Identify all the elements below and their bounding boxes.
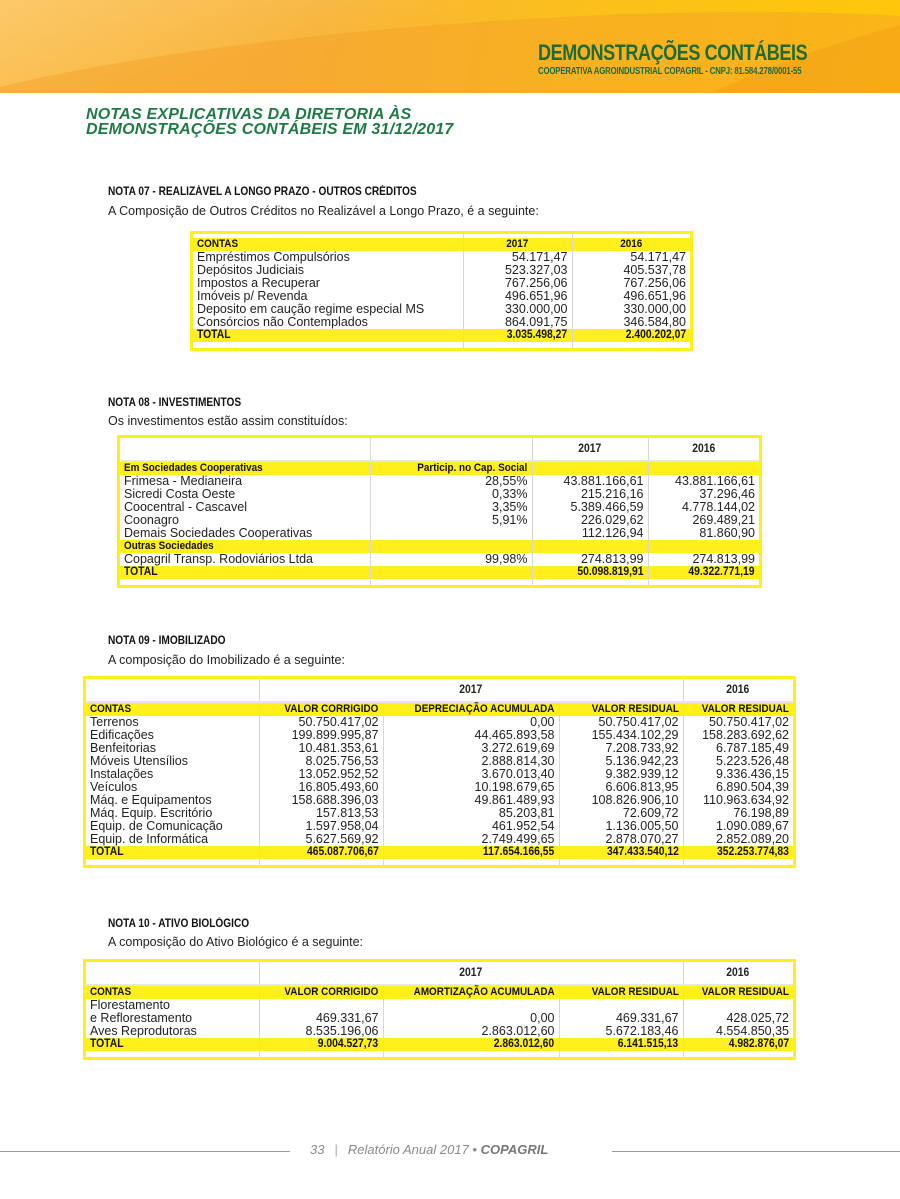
footer-rule-right	[612, 1151, 900, 1152]
table-row: Florestamento	[86, 999, 793, 1012]
table-row: Copagril Transp. Rodoviários Ltda 99,98% 274.813,99 274.813,99	[120, 553, 759, 566]
column-header: CONTAS	[86, 702, 259, 716]
column-header: CONTAS	[86, 985, 259, 999]
table-row: Coonagro 5,91% 226.029,62 269.489,21	[120, 514, 759, 527]
year-header: 2017	[259, 679, 683, 702]
year-header: 2017	[532, 438, 648, 461]
year-header-row	[86, 679, 793, 702]
column-header: VALOR RESIDUAL	[559, 702, 683, 716]
nota10-title: NOTA 10 - ATIVO BIOLÓGICO	[108, 918, 250, 930]
section-header-row: Em Sociedades Cooperativas Particip. no Cap. Social	[120, 461, 759, 475]
footer-rule-left	[0, 1151, 290, 1152]
table-total-row: TOTAL 50.098.819,91 49.322.771,19	[120, 566, 759, 579]
page-title-line-1: NOTAS EXPLICATIVAS DA DIRETORIA ÀS	[86, 106, 412, 123]
year-header-row	[120, 438, 759, 461]
page-number: 33	[310, 1142, 325, 1157]
table-row: Instalações 13.052.952,52 3.670.013,40 9.382.939,12 9.336.436,15	[86, 768, 793, 781]
year-header: 2016	[648, 438, 759, 461]
column-header: 2016	[572, 238, 690, 251]
nota09-table	[83, 676, 796, 868]
company-subtitle: COOPERATIVA AGROINDUSTRIAL COPAGRIL - CNPJ: 81.584.278/0001-55	[538, 66, 802, 77]
column-header: VALOR RESIDUAL	[683, 985, 793, 999]
column-header: AMORTIZAÇÃO ACUMULADA	[383, 985, 559, 999]
table-row: Móveis Utensílios 8.025.756,53 2.888.814,30 5.136.942,23 5.223.526,48	[86, 755, 793, 768]
table-row: Equip. de Comunicação 1.597.958,04 461.952,54 1.136.005,50 1.090.089,67	[86, 820, 793, 833]
table-total-row: TOTAL 465.087.706,67 117.654.166,55 347.433.540,12 352.253.774,83	[86, 846, 793, 859]
table-row: Coocentral - Cascavel 3,35% 5.389.466,59 4.778.144,02	[120, 501, 759, 514]
nota07-title: NOTA 07 - REALIZÁVEL A LONGO PRAZO - OUTROS CRÉDITOS	[108, 186, 417, 198]
page-title-line-2: DEMONSTRAÇÕES CONTÁBEIS EM 31/12/2017	[86, 121, 454, 138]
table-row: Depósitos Judiciais 523.327,03 405.537,78	[193, 264, 690, 277]
page-title	[86, 107, 454, 137]
table-row: Demais Sociedades Cooperativas 112.126,94 81.860,90	[120, 527, 759, 540]
column-header: 2017	[463, 238, 572, 251]
year-header-row	[86, 962, 793, 985]
table-row: Frimesa - Medianeira 28,55% 43.881.166,61 43.881.166,61	[120, 475, 759, 488]
table-row: Consórcios não Contemplados 864.091,75 346.584,80	[193, 316, 690, 329]
column-header: VALOR RESIDUAL	[683, 702, 793, 716]
column-header: VALOR CORRIGIDO	[259, 985, 383, 999]
table-row: Impostos a Recuperar 767.256,06 767.256,06	[193, 277, 690, 290]
year-header: 2017	[259, 962, 683, 985]
table-row: Máq. Equip. Escritório 157.813,53 85.203,81 72.609,72 76.198,89	[86, 807, 793, 820]
table-row: Sicredi Costa Oeste 0,33% 215.216,16 37.296,46	[120, 488, 759, 501]
nota09-title: NOTA 09 - IMOBILIZADO	[108, 635, 226, 647]
year-header: 2016	[683, 962, 793, 985]
table-row: Empréstimos Compulsórios 54.171,47 54.171,47	[193, 251, 690, 264]
section-title: DEMONSTRAÇÕES CONTÁBEIS	[538, 40, 808, 65]
brand-name: COPAGRIL	[480, 1142, 549, 1157]
table-row: Veículos 16.805.493,60 10.198.679,65 6.606.813,95 6.890.504,39	[86, 781, 793, 794]
nota09-description: A composição do Imobilizado é a seguinte:	[108, 653, 345, 667]
table-total-row: TOTAL 3.035.498,27 2.400.202,07	[193, 329, 690, 342]
table-row: Terrenos 50.750.417,02 0,00 50.750.417,02 50.750.417,02	[86, 716, 793, 729]
table-row: e Reflorestamento 469.331,67 0,00 469.331,67 428.025,72	[86, 1012, 793, 1025]
section-header-row: Outras Sociedades	[120, 540, 759, 553]
column-header: DEPRECIAÇÃO ACUMULADA	[383, 702, 559, 716]
footer-separator: |	[334, 1142, 338, 1157]
nota07-table	[190, 231, 693, 351]
table-row: Edificações 199.899.995,87 44.465.893,58 155.434.102,29 158.283.692,62	[86, 729, 793, 742]
report-name: Relatório Anual 2017	[347, 1142, 469, 1157]
nota10-description: A composição do Ativo Biológico é a seguinte:	[108, 935, 364, 949]
bullet-icon: •	[472, 1142, 477, 1157]
table-row: Aves Reprodutoras 8.535.196,06 2.863.012,60 5.672.183,46 4.554.850,35	[86, 1025, 793, 1038]
nota08-title: NOTA 08 - INVESTIMENTOS	[108, 397, 242, 409]
nota07-description: A Composição de Outros Créditos no Realizável a Longo Prazo, é a seguinte:	[108, 204, 539, 218]
column-header: VALOR RESIDUAL	[559, 985, 683, 999]
year-header: 2016	[683, 679, 793, 702]
table-row: Deposito em caução regime especial MS 330.000,00 330.000,00	[193, 303, 690, 316]
table-total-row: TOTAL 9.004.527,73 2.863.012,60 6.141.515,13 4.982.876,07	[86, 1038, 793, 1051]
table-header-row	[86, 985, 793, 999]
table-row: Benfeitorias 10.481.353,61 3.272.619,69 7.208.733,92 6.787.185,49	[86, 742, 793, 755]
column-header: CONTAS	[193, 238, 463, 251]
nota10-table	[83, 959, 796, 1060]
nota08-table	[117, 435, 762, 588]
table-row: Imóveis p/ Revenda 496.651,96 496.651,96	[193, 290, 690, 303]
table-row: Equip. de Informática 5.627.569,92 2.749.499,65 2.878.070,27 2.852.089,20	[86, 833, 793, 846]
footer	[310, 1142, 548, 1157]
table-header-row	[86, 702, 793, 716]
nota08-description: Os investimentos estão assim constituídos:	[108, 414, 348, 428]
table-row: Máq. e Equipamentos 158.688.396,03 49.861.489,93 108.826.906,10 110.963.634,92	[86, 794, 793, 807]
header-banner	[0, 0, 900, 93]
column-header: VALOR CORRIGIDO	[259, 702, 383, 716]
